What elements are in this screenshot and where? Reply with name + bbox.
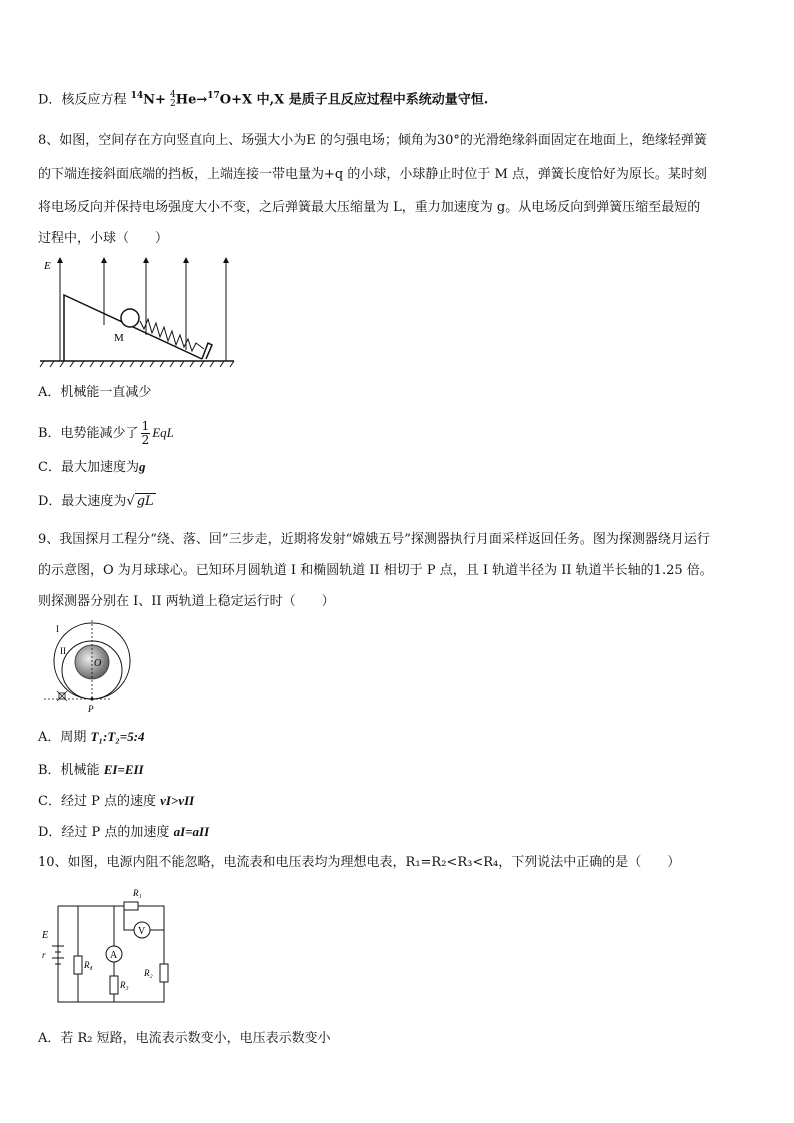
internal-r-label: r (42, 950, 46, 960)
q10-stem: 10、如图，电源内阻不能忽略，电流表和电压表均为理想电表，R₁=R₂<R₃<R₄，下列说法中正确的是（ ） (38, 855, 681, 870)
q10-circuit-figure (38, 884, 178, 1009)
r2-label: R₂ (144, 968, 153, 978)
r3-label: R₃ (120, 980, 129, 990)
q9-option-a: A．周期 T₁:T₂=5:4 (38, 729, 145, 745)
orbit-1-label: I (56, 624, 59, 634)
ball-label: M (114, 332, 124, 344)
ammeter-label: A (110, 950, 118, 961)
q9-option-c: C．经过 P 点的速度 vI>vII (38, 793, 195, 809)
q9-option-d: D．经过 P 点的加速度 aI=aII (38, 824, 210, 840)
emf-label: E (42, 930, 49, 941)
q9-option-b: B．机械能 EI=EII (38, 762, 144, 778)
q8-stem-line-3: 将电场反向并保持电场强度大小不变，之后弹簧最大压缩量为 L，重力加速度为 g。从电场反向到弹簧压缩至最短的 (38, 200, 701, 215)
voltmeter-label: V (138, 926, 146, 937)
q8-stem-line-2: 的下端连接斜面底端的挡板，上端连接一带电量为+q 的小球，小球静止时位于 M 点，弹簧长度恰好为原长。某时刻 (38, 167, 707, 182)
q8-incline-figure (38, 255, 238, 370)
orbit-2-label: II (60, 646, 66, 656)
ground (40, 361, 234, 367)
q10-option-a: A．若 R₂ 短路，电流表示数变小，电压表示数变小 (38, 1031, 331, 1046)
field-lines (60, 260, 226, 361)
incline (64, 295, 212, 361)
resistor-r1 (124, 902, 138, 910)
resistor-r4 (74, 956, 82, 974)
q8-stem-line-4: 过程中，小球（ ） (38, 231, 169, 246)
resistor-r3 (110, 976, 118, 994)
q9-stem-line-1: 9、我国探月工程分“绕、落、回”三步走，近期将发射“嫦娥五号”探测器执行月面采样返回任务。图为探测器绕月运行 (38, 532, 710, 547)
q9-orbit-figure (42, 620, 152, 715)
center-label: O (94, 658, 102, 669)
ball-icon (121, 309, 139, 327)
point-label: P (88, 704, 94, 714)
resistor-r2 (160, 964, 168, 982)
q9-stem-line-3: 则探测器分别在 I、II 两轨道上稳定运行时（ ） (38, 594, 335, 609)
q7-option-d: D．核反应方程 $^{14}$N+ 4 2 He→$^{17}$O+X 中,X 是质子且反应过程中系统动量守恒. (38, 89, 489, 109)
q8-option-d: D．最大速度为√ gL (38, 494, 154, 509)
probe-icon (57, 691, 67, 701)
field-label: E (44, 260, 51, 272)
fraction: $\frac{1}{2}$ (141, 419, 150, 447)
q8-stem-line-1: 8、如图，空间存在方向竖直向上、场强大小为E 的匀强电场；倾角为30°的光滑绝缘斜面固定在地面上，绝缘轻弹簧 (38, 133, 707, 148)
q8-option-a: A．机械能一直减少 (38, 385, 152, 400)
q8-option-c: C．最大加速度为g (38, 459, 146, 475)
q8-option-b: B．电势能减少了 $\frac{1}{2}$ EqL (38, 419, 174, 447)
q9-stem-line-2: 的示意图，O 为月球球心。已知环月圆轨道 I 和椭圆轨道 II 相切于 P 点，且 I 轨道半径为 II 轨道半长轴的1.25 倍。 (38, 563, 713, 578)
r1-label: R₁ (133, 888, 142, 898)
r4-label: R₄ (84, 960, 93, 970)
